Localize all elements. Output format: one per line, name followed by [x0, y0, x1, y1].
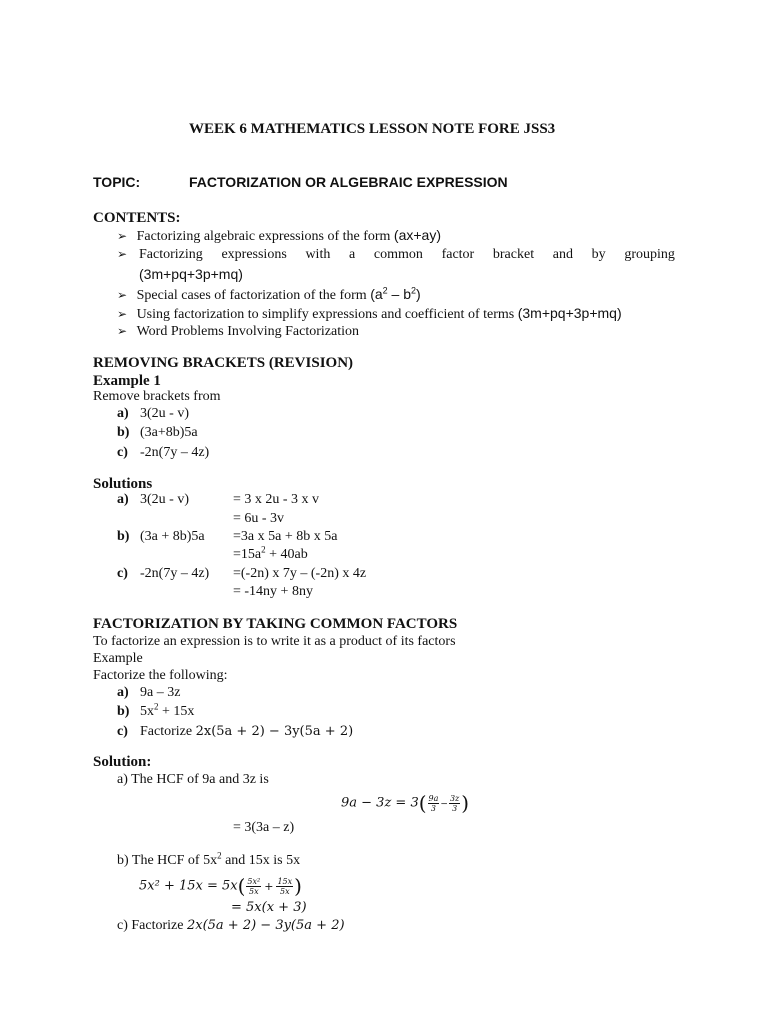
- contents-bullet-1: [117, 227, 441, 245]
- solution-label: c): [117, 566, 128, 581]
- bullet-text: Using factorization to simplify expressions and coefficient of terms: [136, 307, 518, 322]
- bullet-text: Special cases of factorization of the form: [136, 288, 371, 303]
- result-a: = 3(3a – z): [233, 820, 295, 835]
- example-label: Example: [93, 651, 143, 666]
- factorization-heading: FACTORIZATION BY TAKING COMMON FACTORS: [93, 616, 458, 632]
- contents-bullet-5: [117, 324, 359, 340]
- expr-sup: 2: [382, 285, 388, 296]
- justified-word: Factorizing: [139, 247, 203, 262]
- item-label: b): [117, 425, 130, 440]
- solutions-heading: Solutions: [93, 476, 153, 492]
- bullet-2-expr: (3m+pq+3p+mq): [139, 266, 243, 282]
- solution-expr: (3a + 8b)5a: [140, 529, 205, 544]
- justified-word: by: [591, 247, 606, 262]
- solution-line-c: c) Factorize 2x(5a + 2) − 3y(5a + 2): [117, 918, 345, 933]
- item-label: c): [117, 445, 128, 460]
- item-expr: (3a+8b)5a: [140, 425, 198, 440]
- topic-label: TOPIC:: [93, 174, 141, 190]
- justified-word: common: [373, 247, 423, 262]
- justified-word: bracket: [492, 247, 535, 262]
- arrow-bullet-icon: ➢: [117, 307, 128, 321]
- item-expr: -2n(7y – 4z): [140, 445, 210, 460]
- solution-expr: 3(2u - v): [140, 492, 189, 507]
- solution-step: = -14ny + 8ny: [233, 584, 313, 599]
- solution-step: =3a x 5a + 8b x 5a: [233, 529, 338, 544]
- item-label: c): [117, 724, 128, 739]
- justified-word: and: [552, 247, 573, 262]
- contents-bullet-4: [117, 305, 622, 323]
- justified-word: a: [349, 247, 356, 262]
- solution-step: $=15a^2 + 40ab$: [233, 544, 308, 562]
- contents-bullet-2: [117, 247, 675, 263]
- contents-heading: CONTENTS:: [93, 210, 181, 226]
- justified-word: with: [305, 247, 331, 262]
- solution-label: b): [117, 529, 130, 544]
- example-1-heading: Example 1: [93, 373, 161, 389]
- contents-bullet-3: [117, 286, 421, 304]
- result-b: = 5x(x + 3): [231, 900, 307, 915]
- hcf-equation-a: 9a − 3z = 3( $\frac{9a}{3}$ − $\frac{3z}{3}$ ): [341, 791, 470, 815]
- justified-word: factor: [441, 247, 475, 262]
- factorize-instruction: Factorize the following:: [93, 668, 228, 683]
- bullet-text: Word Problems Involving Factorization: [136, 324, 360, 339]
- removing-heading: REMOVING BRACKETS (REVISION): [93, 355, 354, 371]
- solution-expr: -2n(7y – 4z): [140, 566, 210, 581]
- factorization-definition: To factorize an expression is to write it as a product of its factors: [93, 634, 456, 649]
- bullet-text: Factorizing algebraic expressions of the form: [136, 229, 394, 244]
- arrow-bullet-icon: ➢: [117, 288, 128, 302]
- solution-heading: Solution:: [93, 754, 152, 770]
- arrow-bullet-icon: ➢: [117, 247, 128, 261]
- item-expr: Factorize 2x(5a + 2) − 3y(5a + 2): [140, 724, 354, 739]
- item-label: b): [117, 704, 130, 719]
- solution-line-a: a) The HCF of 9a and 3z is: [117, 772, 269, 787]
- expr-part: (a: [370, 286, 383, 302]
- solution-step: = 3 x 2u - 3 x v: [233, 492, 320, 507]
- bullet-expr: (ax+ay): [393, 227, 441, 243]
- item-label: a): [117, 685, 129, 700]
- item-expr: 9a – 3z: [140, 685, 181, 700]
- justified-word: expressions: [221, 247, 287, 262]
- item-label: a): [117, 406, 129, 421]
- solution-step: = 6u - 3v: [233, 511, 285, 526]
- item-expr: $5x^2 + 15x$: [140, 701, 195, 719]
- item-expr: 3(2u - v): [140, 406, 189, 421]
- remove-instruction: Remove brackets from: [93, 389, 221, 404]
- bullet-expr: (3m+pq+3p+mq): [517, 305, 622, 321]
- arrow-bullet-icon: ➢: [117, 229, 128, 243]
- solution-step: =(-2n) x 7y – (-2n) x 4z: [233, 566, 367, 581]
- justified-word: grouping: [624, 247, 675, 262]
- bullet-justified-text: [139, 247, 675, 263]
- solution-line-b: b) The HCF of $5x^2$ and 15x is 5x: [117, 850, 301, 868]
- topic-value: FACTORIZATION OR ALGEBRAIC EXPRESSION: [189, 174, 508, 190]
- expr-part: – b: [387, 286, 412, 302]
- arrow-bullet-icon: ➢: [117, 324, 128, 338]
- hcf-equation-b: 5x² + 15x = 5x( $\frac{\text{5x²}}{5x}$ + $\frac{15x}{5x}$ ): [139, 874, 302, 898]
- document-title: WEEK 6 MATHEMATICS LESSON NOTE FORE JSS3: [189, 121, 556, 137]
- expr-part: ): [416, 286, 421, 302]
- expr-sup: 2: [411, 285, 417, 296]
- solution-label: a): [117, 492, 129, 507]
